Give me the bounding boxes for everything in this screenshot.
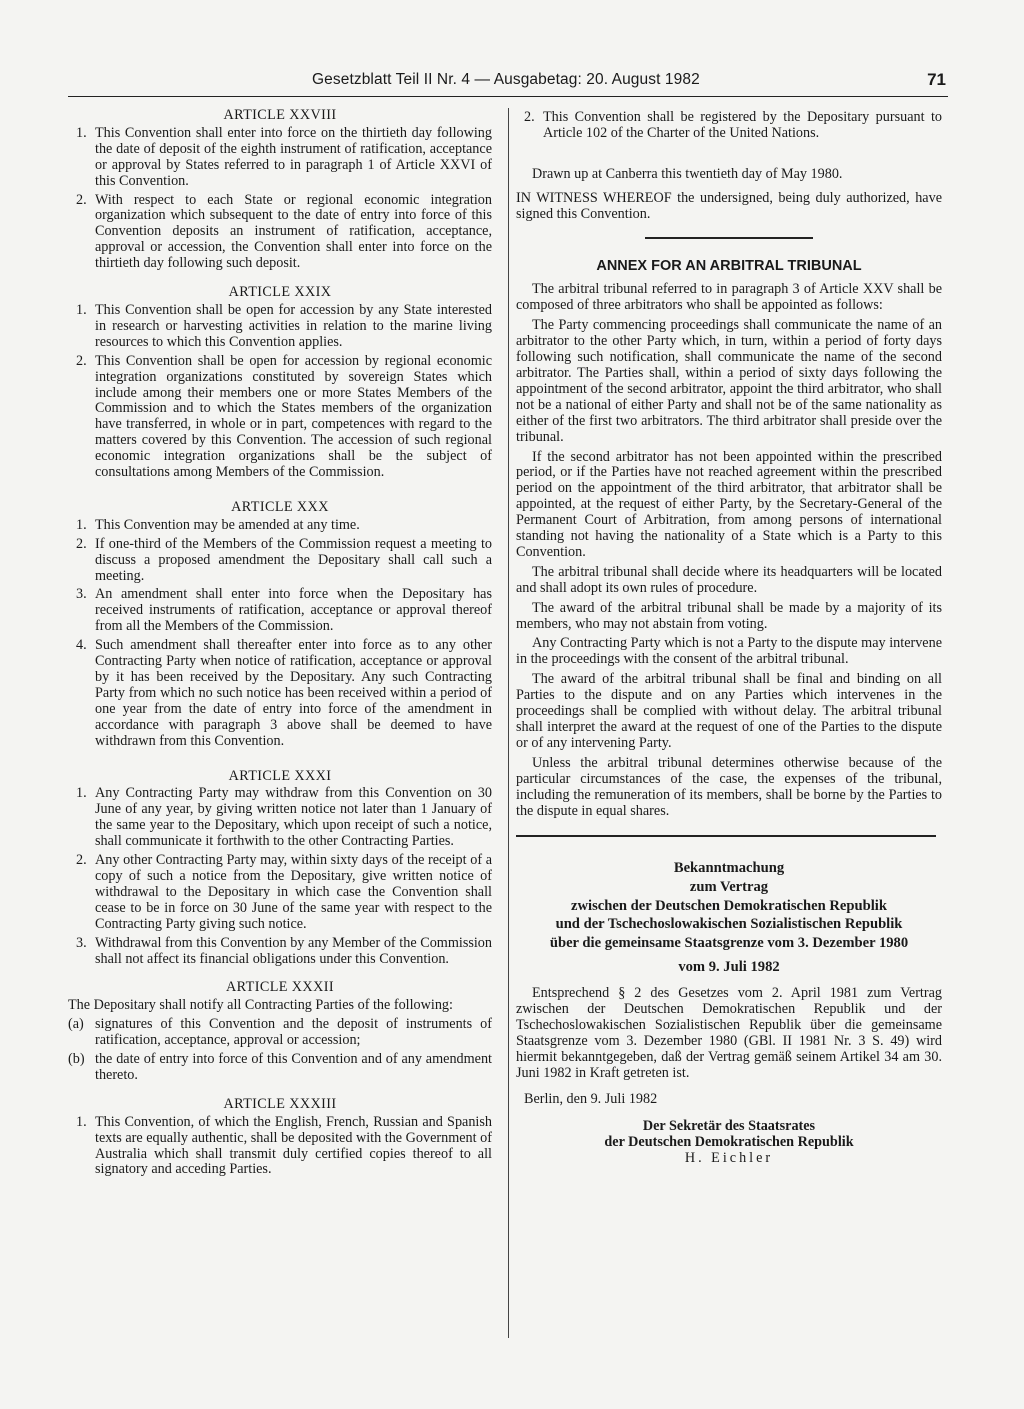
paragraph-text: Any Contracting Party may withdraw from this Convention on 30 June of any year, by giving written notice not later than 1 January of the same year to the Depositary, which upon receipt of such a notice, shall communicate it forthwith to the other Contracting Parties. bbox=[95, 785, 492, 850]
article-xxxii-item-a bbox=[68, 1017, 492, 1049]
page-number: 71 bbox=[927, 70, 946, 89]
paragraph-text: This Convention shall be open for accession by any State interested in research or harvesting activities in relation to the marine living resources to which this Convention applies. bbox=[95, 301, 492, 350]
article-xxx-heading: ARTICLE XXX bbox=[231, 498, 329, 515]
notice-title-line: zum Vertrag bbox=[689, 879, 769, 896]
paragraph-text: Any other Contracting Party may, within sixty days of the receipt of a copy of such a notice from the Depositary, give written notice of withdrawal to the Depositary in which case the Convention shall cease to be in force on 30 June of the same year with respect to the Contracting Party giving such notice. bbox=[95, 852, 492, 932]
notice-title-line: und der Tschechoslowakischen Sozialistischen Republik bbox=[555, 916, 903, 933]
notice-place-date: Berlin, den 9. Juli 1982 bbox=[524, 1090, 658, 1107]
article-xxxi-paragraph-1 bbox=[68, 786, 492, 850]
section-divider bbox=[516, 835, 936, 837]
page-header bbox=[68, 70, 948, 97]
paragraph-number: 1. bbox=[76, 301, 87, 318]
paragraph-number: 3. bbox=[76, 934, 87, 951]
right-column bbox=[516, 110, 942, 1167]
paragraph-number: 2. bbox=[76, 352, 87, 369]
paragraph-text: This Convention shall enter into force on the thirtieth day following the date of deposit of the eighth instrument of ratification, acceptance or approval by States referred to in paragraph 1 of Article XXVI of this Convention. bbox=[95, 124, 492, 189]
item-text: the date of entry into force of this Convention and of any amendment thereto. bbox=[95, 1051, 492, 1083]
paragraph-number: 1. bbox=[76, 785, 87, 802]
paragraph-number: 1. bbox=[76, 516, 87, 533]
article-xxxi-paragraph-3 bbox=[68, 936, 492, 968]
paragraph-text: If one-third of the Members of the Commission request a meeting to discuss a proposed amendment the Depositary shall call such a meeting. bbox=[95, 535, 492, 584]
article-xxxiii-paragraph-1 bbox=[68, 1115, 492, 1179]
item-text: signatures of this Convention and the deposit of instruments of ratification, acceptance, approval or accession; bbox=[95, 1016, 492, 1049]
article-xxxii-intro: The Depositary shall notify all Contracting Parties of the following: bbox=[68, 997, 453, 1014]
notice-title-line: über die gemeinsame Staatsgrenze vom 3. Dezember 1980 bbox=[549, 934, 909, 951]
paragraph-number: 2. bbox=[524, 109, 535, 125]
article-xxviii-heading: ARTICLE XXVIII bbox=[223, 107, 337, 123]
signatory-line: Der Sekretär des Staatsrates bbox=[642, 1117, 816, 1134]
article-xxx-paragraph-4 bbox=[68, 638, 492, 749]
left-column bbox=[68, 108, 492, 1181]
paragraph-text: This Convention, of which the English, French, Russian and Spanish texts are equally authentic, shall be deposited with the Government of Australia which shall transmit duly certified copies thereof to all signatory and acceding Parties. bbox=[95, 1113, 492, 1178]
annex-paragraph: Unless the arbitral tribunal determines otherwise because of the particular circumstances of the case, the expenses of the tribunal, including the remuneration of its members, shall be borne by the Parties to the dispute in equal shares. bbox=[516, 754, 942, 819]
article-xxxi-paragraph-2 bbox=[68, 853, 492, 933]
paragraph-text: Such amendment shall thereafter enter into force as to any other Contracting Party when notice of ratification, acceptance or approval by it has been received by the Depositary. Any such Contracting Party from which no such notice has been received within a period of one year from the date of entry into force of the amendment in accordance with paragraph 3 above shall be deemed to have withdrawn from this Convention. bbox=[95, 637, 492, 749]
annex-paragraph: The Party commencing proceedings shall communicate the name of an arbitrator to the other Party which, in turn, within a period of forty days following such notification, shall communicate the name of the second arbitrator. The Parties shall, within a period of sixty days following the appointment of the second arbitrator, appoint the third arbitrator, who shall not be a national of either Party and shall not be of the same nationality as either of the first two arbitrators. The third arbitrator shall preside over the tribunal. bbox=[516, 317, 942, 445]
article-xxx-paragraph-1 bbox=[68, 518, 492, 534]
header-title: Gesetzblatt Teil II Nr. 4 — Ausgabetag: 20. August 1982 bbox=[312, 71, 700, 88]
section-divider bbox=[645, 237, 813, 239]
paragraph-number: 2. bbox=[76, 535, 87, 552]
annex-title: ANNEX FOR AN ARBITRAL TRIBUNAL bbox=[596, 257, 862, 274]
paragraph-text: An amendment shall enter into force when the Depositary has received instruments of ratification, acceptance or approval thereof from all the Members of the Commission. bbox=[95, 586, 492, 635]
notice-title-line: Bekanntmachung bbox=[673, 860, 785, 877]
annex-paragraph: If the second arbitrator has not been appointed within the prescribed period, or if the Parties have not reached agreement within the prescribed period on the appointment of the third arbitrator, that arbitrator shall be appointed, at the request of either Party, by the Secretary-General of the Permanent Court of Arbitration, from among persons of international standing not having the nationality of a State which is a Party to this Convention. bbox=[516, 448, 942, 560]
item-label: (a) bbox=[68, 1016, 84, 1033]
article-xxviii-paragraph-2 bbox=[68, 193, 492, 273]
article-xxxii-heading: ARTICLE XXXII bbox=[226, 979, 334, 996]
article-xxx-paragraph-2 bbox=[68, 537, 492, 585]
paragraph-number: 3. bbox=[76, 586, 87, 603]
signatory-name: H. Eichler bbox=[684, 1149, 774, 1166]
notice-title-line: zwischen der Deutschen Demokratischen Republik bbox=[571, 897, 887, 914]
article-xxxiii-heading: ARTICLE XXXIII bbox=[223, 1095, 337, 1112]
signatory-line: der Deutschen Demokratischen Republik bbox=[604, 1134, 854, 1151]
annex-paragraph: The arbitral tribunal shall decide where its headquarters will be located and shall adopt its own rules of procedure. bbox=[516, 563, 942, 596]
column-divider bbox=[508, 108, 509, 1338]
article-xxix-paragraph-1 bbox=[68, 303, 492, 351]
paragraph-number: 2. bbox=[76, 191, 87, 208]
paragraph-text: With respect to each State or regional economic integration organization which subsequent to the date of entry into force of this Convention deposits an instrument of ratification, acceptance, approval or accession, the Convention shall enter into force on the thirtieth day following such deposit. bbox=[95, 191, 492, 272]
annex-paragraph: The award of the arbitral tribunal shall be final and binding on all Parties to the dispute and on any Parties which intervenes in the proceedings shall be complied with without delay. The arbitral tribunal shall interpret the award at the request of one of the Parties to the dispute or of any intervening Party. bbox=[516, 671, 942, 751]
paragraph-text: This Convention shall be registered by the Depositary pursuant to Article 102 of the Charter of the United Nations. bbox=[543, 109, 942, 141]
notice-body: Entsprechend § 2 des Gesetzes vom 2. April 1981 zum Vertrag zwischen der Deutschen Demokratischen Republik und der Tschechoslowakischen Sozialistischen Republik über die gemeinsame Staatsgrenze vom 3. Dezember 1980 (GBl. II 1981 Nr. 3 S. 49) wird hiermit bekanntgegeben, daß der Vertrag gemäß seinem Artikel 34 am 30. Juni 1982 in Kraft getreten ist. bbox=[516, 985, 942, 1081]
notice-title bbox=[516, 859, 942, 952]
item-label: (b) bbox=[68, 1051, 85, 1068]
annex-paragraph: Any Contracting Party which is not a Party to the dispute may intervene in the proceedings with the consent of the arbitral tribunal. bbox=[516, 635, 942, 668]
article-xxxii-item-b bbox=[68, 1052, 492, 1084]
article-xxix-heading: ARTICLE XXIX bbox=[228, 284, 332, 301]
paragraph-text: This Convention shall be open for accession by regional economic integration organizations constituted by sovereign States which include among their members one or more States Members of the Commission and to which the States members of the organization have transferred, in whole or in part, competences with regard to the matters covered by this Convention. The accession of such regional economic integration organizations shall be the subject of consultations among Members of the Commission. bbox=[95, 352, 492, 481]
article-xxx-paragraph-3 bbox=[68, 587, 492, 635]
notice-date: vom 9. Juli 1982 bbox=[678, 959, 780, 976]
annex-paragraph: The award of the arbitral tribunal shall be made by a majority of its members, who may not abstain from voting. bbox=[516, 599, 942, 632]
annex-paragraph: The arbitral tribunal referred to in paragraph 3 of Article XXV shall be composed of three arbitrators who shall be appointed as follows: bbox=[516, 281, 942, 314]
article-xxix-paragraph-2 bbox=[68, 354, 492, 481]
paragraph-number: 1. bbox=[76, 124, 87, 141]
drawn-up-clause: Drawn up at Canberra this twentieth day of May 1980. bbox=[532, 165, 843, 182]
paragraph-number: 1. bbox=[76, 1113, 87, 1130]
paragraph-number: 2. bbox=[76, 852, 87, 869]
paragraph-text: This Convention may be amended at any time. bbox=[95, 516, 360, 533]
witness-clause: IN WITNESS WHEREOF the undersigned, being duly authorized, have signed this Convention. bbox=[516, 189, 942, 222]
article-xxxi-heading: ARTICLE XXXI bbox=[228, 767, 332, 784]
article-xxviii-paragraph-1 bbox=[68, 126, 492, 190]
paragraph-text: Withdrawal from this Convention by any Member of the Commission shall not affect its financial obligations under this Convention. bbox=[95, 934, 492, 967]
paragraph-number: 4. bbox=[76, 637, 87, 654]
article-xxxiii-paragraph-2 bbox=[516, 110, 942, 142]
